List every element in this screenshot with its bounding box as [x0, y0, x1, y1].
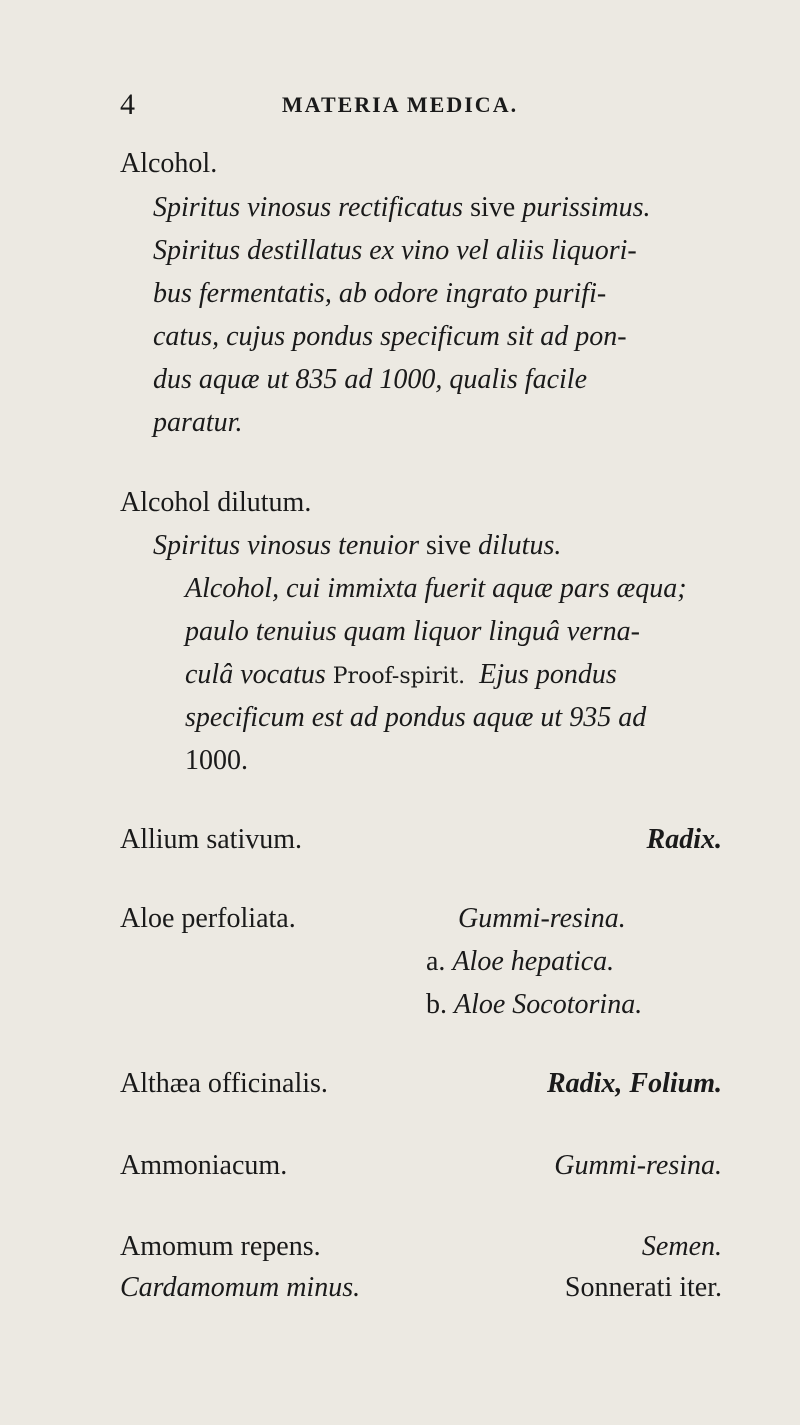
entry-title-aloe: Aloe perfoliata.: [120, 903, 296, 934]
aloe-part: Gummi-resina.: [458, 903, 626, 934]
alcohol-desc-line: dus aquæ ut 835 ad 1000, qualis facile: [153, 364, 587, 395]
blackletter-term: Proof-spirit.: [332, 664, 466, 689]
running-title: MATERIA MEDICA.: [281, 92, 519, 117]
alcohol-dilutum-desc-line: culâ vocatus Proof-spirit. Ejus pondus: [185, 659, 617, 690]
alcohol-dilutum-desc-line: paulo tenuius quam liquor linguâ verna-: [185, 616, 640, 647]
entry-title-althaea: Althæa officinalis.: [120, 1068, 328, 1099]
entry-title-alcohol-dilutum: Alcohol dilutum.: [120, 487, 312, 518]
alcohol-synonym: Spiritus vinosus rectificatus sive purissimus.: [153, 192, 651, 223]
alcohol-desc-line: bus fermentatis, ab odore ingrato purifi-: [153, 278, 607, 309]
entry-title-ammoniacum: Ammoniacum.: [120, 1150, 288, 1181]
aloe-variety-b: b. Aloe Socotorina.: [426, 989, 643, 1020]
alcohol-desc-line: paratur.: [153, 407, 243, 438]
alcohol-desc-line: catus, cujus pondus specificum sit ad pon-: [153, 321, 627, 352]
entry-title-alcohol: Alcohol.: [120, 148, 218, 179]
entry-title-amomum: Amomum repens.: [120, 1231, 321, 1262]
page-header: [0, 88, 800, 128]
ammoniacum-part: Gummi-resina.: [554, 1150, 722, 1181]
alcohol-dilutum-desc-line: Alcohol, cui immixta fuerit aquæ pars æqua;: [185, 573, 687, 604]
alcohol-dilutum-synonym: Spiritus vinosus tenuior sive dilutus.: [153, 530, 562, 561]
amomum-part: Semen.: [641, 1231, 722, 1262]
allium-part: Radix.: [646, 824, 722, 855]
aloe-variety-a: a. Aloe hepatica.: [426, 946, 615, 977]
alcohol-dilutum-desc-line: specificum est ad pondus aquæ ut 935 ad: [185, 702, 647, 733]
amomum-source: Sonnerati iter.: [564, 1272, 722, 1303]
althaea-part: Radix, Folium.: [546, 1068, 722, 1099]
entry-title-allium: Allium sativum.: [120, 824, 302, 855]
page-number: 4: [120, 88, 135, 121]
amomum-alt-name: Cardamomum minus.: [120, 1272, 361, 1303]
alcohol-dilutum-desc-line: 1000.: [185, 745, 248, 776]
alcohol-desc-line: Spiritus destillatus ex vino vel aliis liquori-: [153, 235, 637, 266]
